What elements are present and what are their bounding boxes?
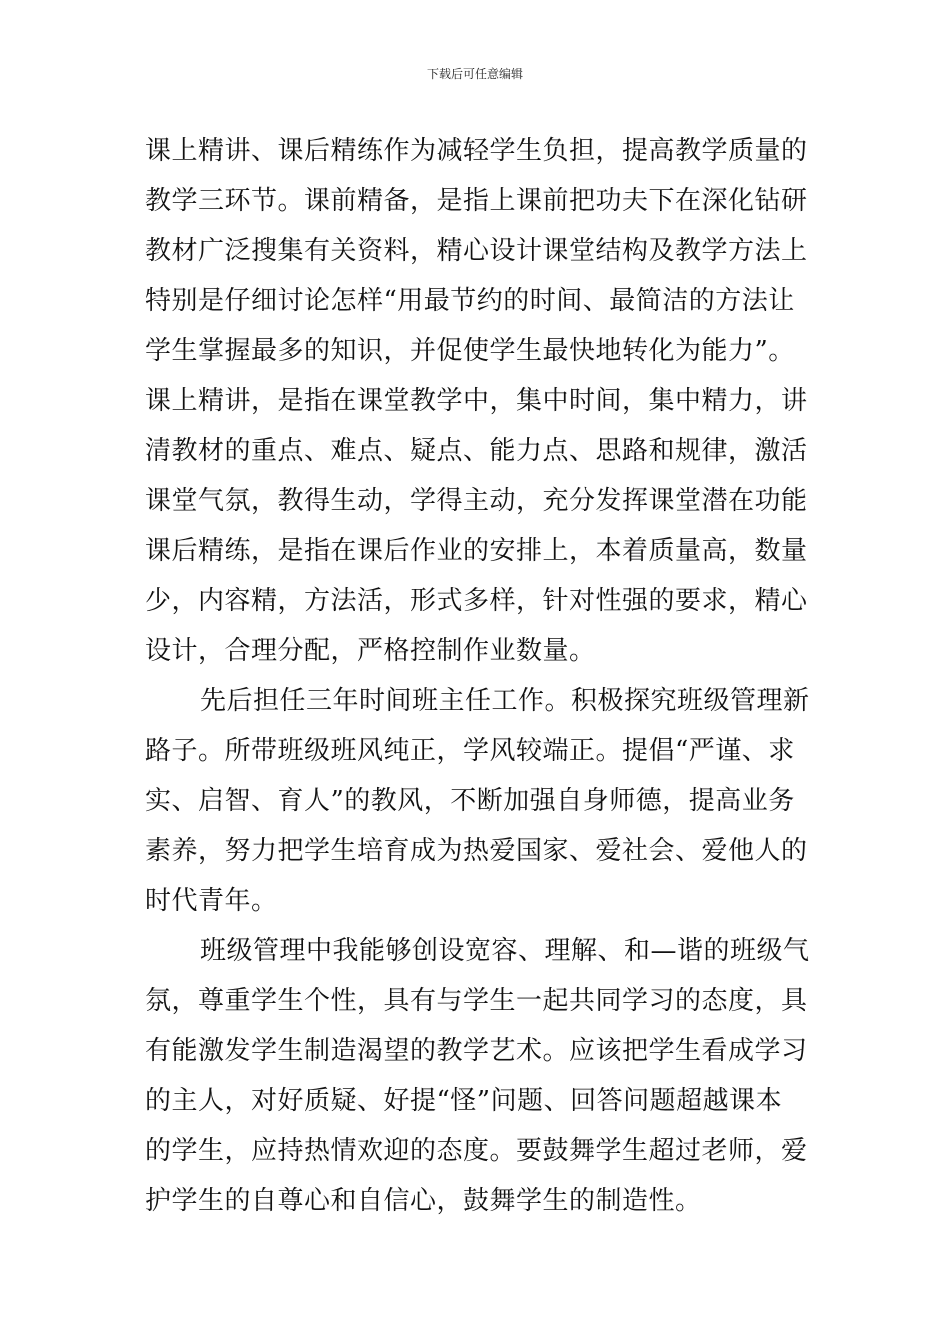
paragraph-3 (145, 926, 810, 1226)
paragraph-2 (145, 676, 810, 926)
text-line: 路子。所带班级班风纯正，学风较端正。提倡“严谨、求 (145, 736, 795, 766)
text-line-indented: 班级管理中我能够创设宽容、理解、和—谐的班级气 (200, 936, 810, 966)
text-line-indented: 先后担任三年时间班主任工作。积极探究班级管理新 (200, 686, 810, 716)
text-line: 实、启智、育人”的教风，不断加强自身师德，提高业务 (145, 786, 795, 816)
text-line: 课上精讲，是指在课堂教学中，集中时间，集中精力，讲 (145, 386, 808, 416)
text-line: 少，内容精，方法活，形式多样，针对性强的要求，精心 (145, 586, 808, 616)
text-line: 教学三环节。课前精备，是指上课前把功夫下在深化钻研 (145, 186, 808, 216)
text-line: 有能激发学生制造渴望的教学艺术。应该把学生看成学习 (145, 1036, 808, 1066)
text-line: 护学生的自尊心和自信心，鼓舞学生的制造性。 (145, 1186, 702, 1216)
document-body (145, 126, 810, 1226)
paragraph-1 (145, 126, 810, 676)
text-line: 氛，尊重学生个性，具有与学生一起共同学习的态度，具 (145, 986, 808, 1016)
text-line: 教材广泛搜集有关资料，精心设计课堂结构及教学方法上 (145, 236, 808, 266)
text-line: 课上精讲、课后精练作为减轻学生负担，提高教学质量的 (145, 136, 808, 166)
text-line: 的学生，应持热情欢迎的态度。要鼓舞学生超过老师，爱 (145, 1136, 808, 1166)
text-line: 设计，合理分配，严格控制作业数量。 (145, 636, 596, 666)
text-line: 特别是仔细讨论怎样“用最节约的时间、最简洁的方法让 (145, 286, 795, 316)
text-line: 课后精练，是指在课后作业的安排上，本着质量高，数量 (145, 536, 808, 566)
text-line: 素养，努力把学生培育成为热爱国家、爱社会、爱他人的 (145, 836, 808, 866)
page-header: 下载后可任意编辑 (426, 67, 523, 81)
text-line: 时代青年。 (145, 886, 278, 916)
text-line: 清教材的重点、难点、疑点、能力点、思路和规律，激活 (145, 436, 808, 466)
text-line: 课堂气氛，教得生动，学得主动，充分发挥课堂潜在功能 (145, 486, 808, 516)
text-line: 的主人，对好质疑、好提“怪”问题、回答问题超越课本 (145, 1086, 783, 1116)
text-line: 学生掌握最多的知识，并促使学生最快地转化为能力”。 (145, 336, 795, 366)
